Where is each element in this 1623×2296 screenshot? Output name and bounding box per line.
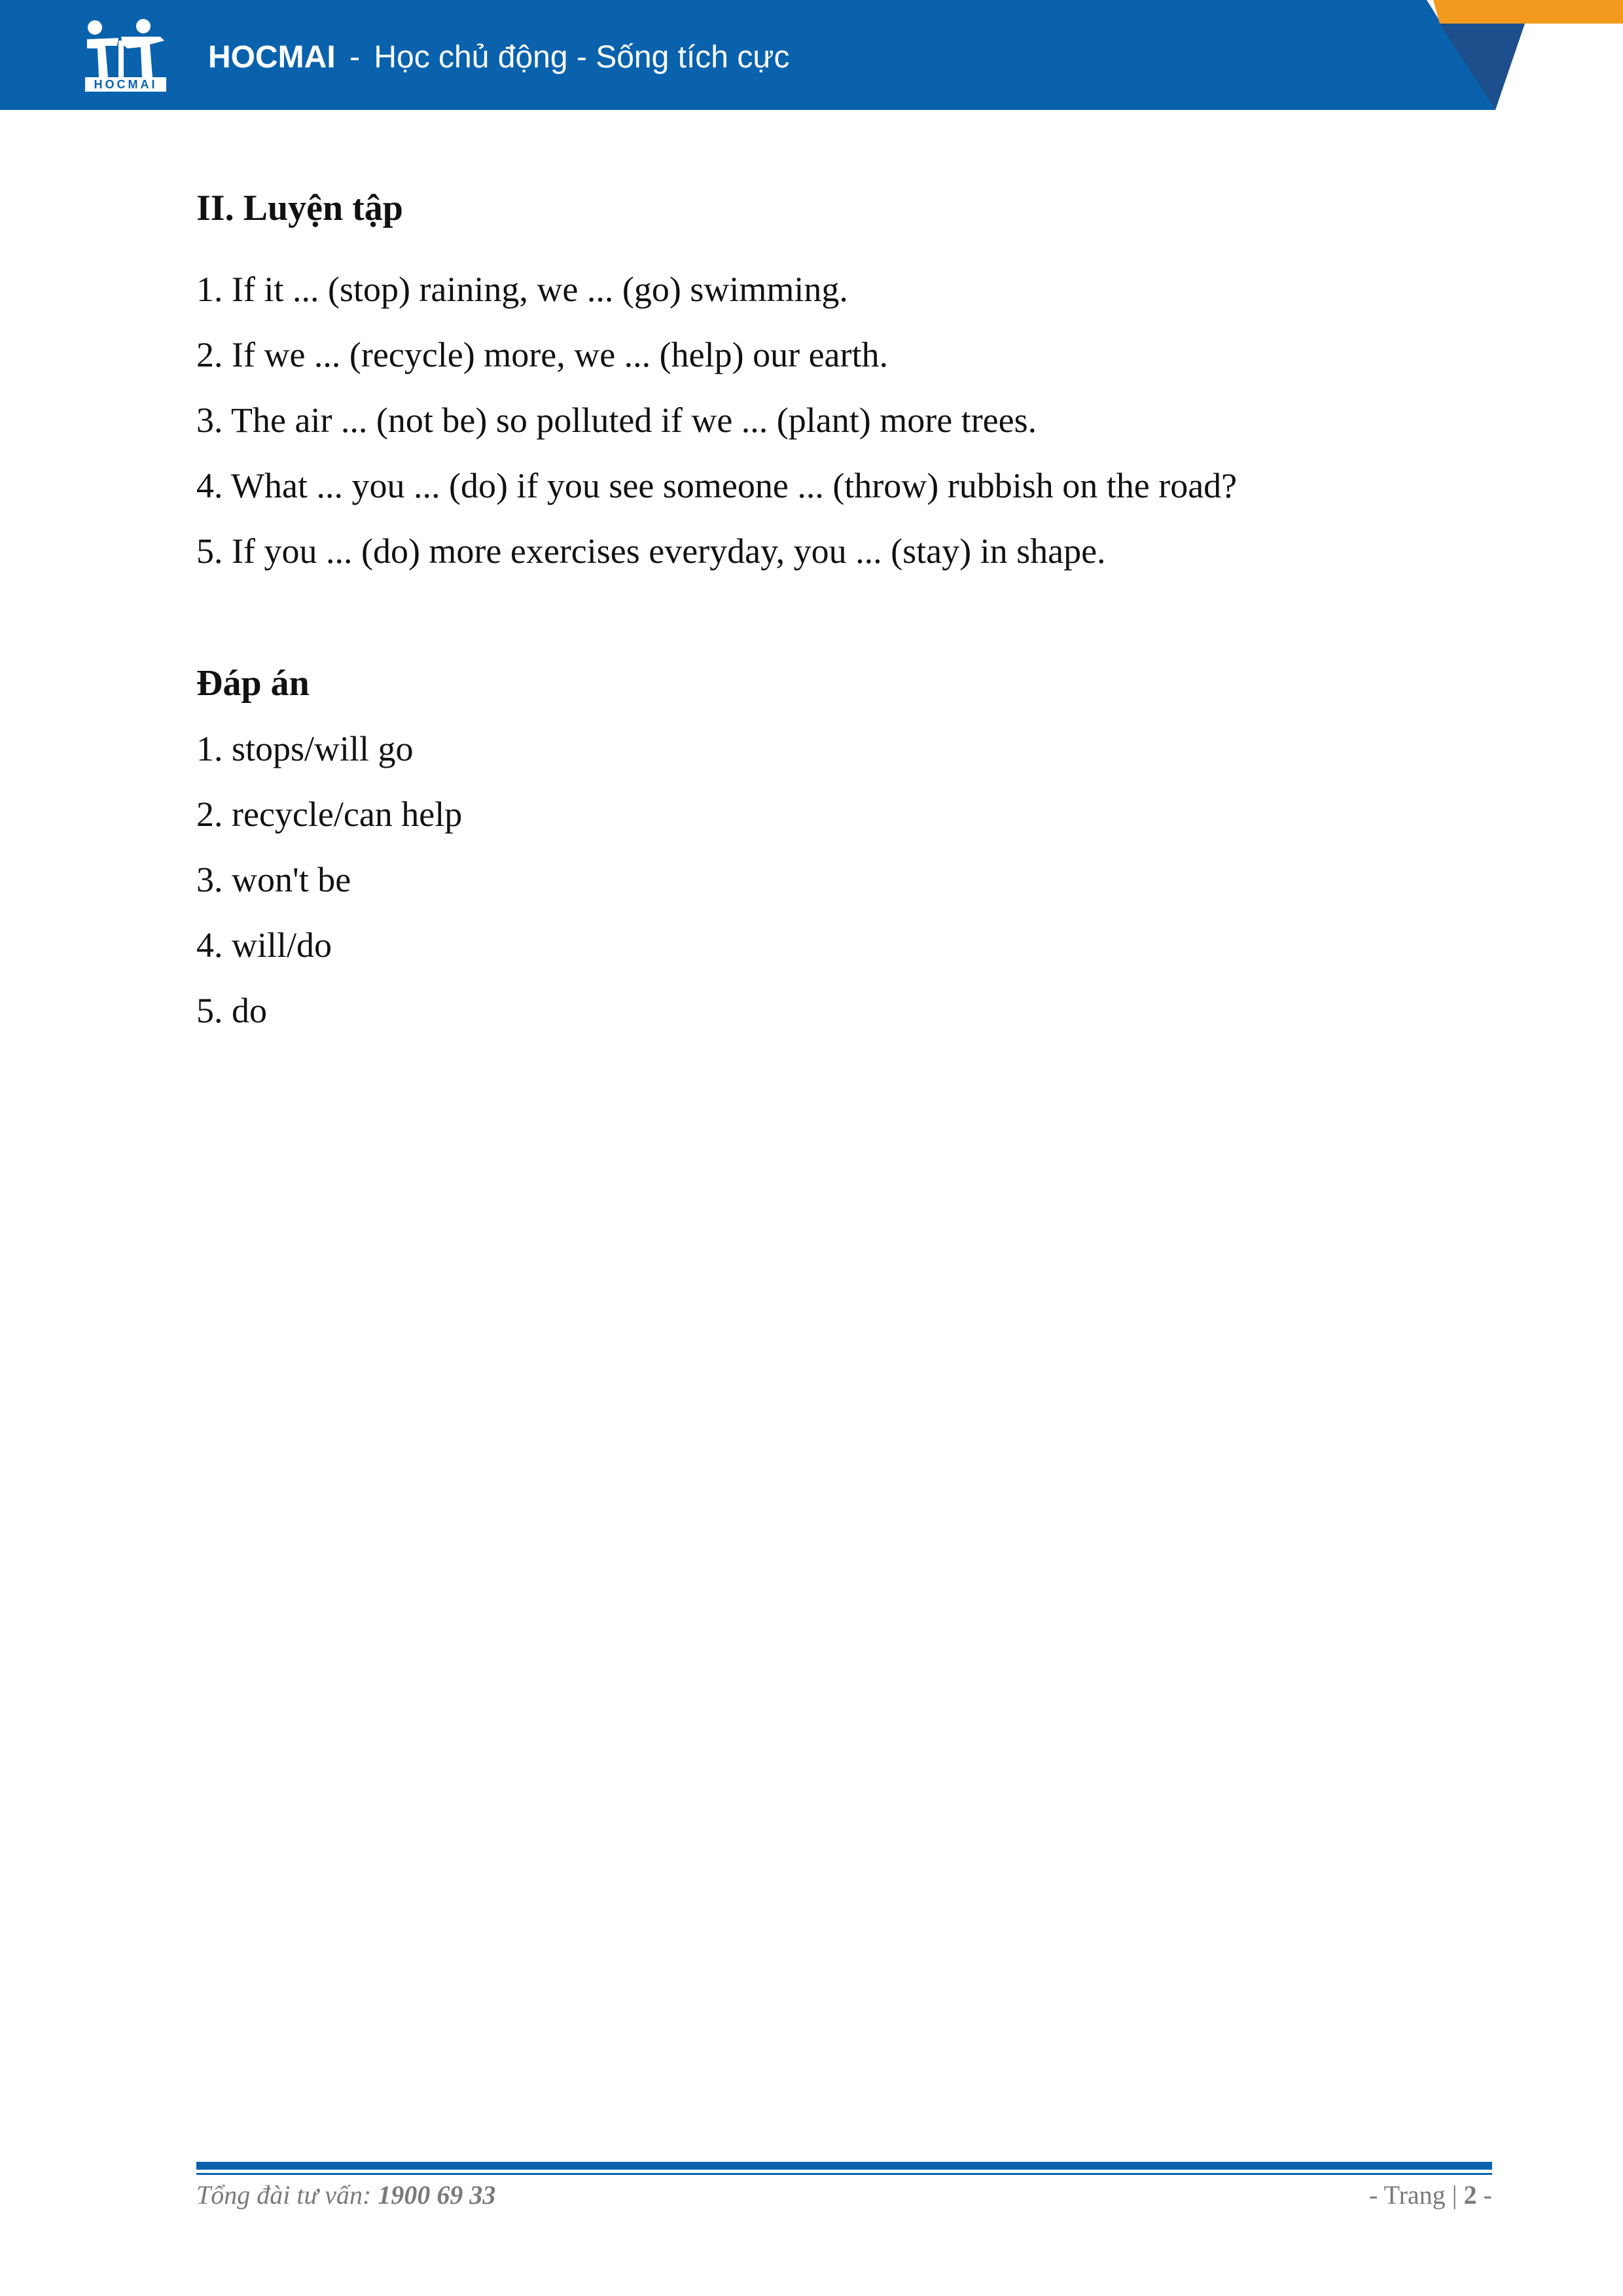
footer-hotline	[196, 2179, 495, 2210]
exercise-item: 4. What ... you ... (do) if you see someone ... (throw) rubbish on the road?	[196, 466, 1238, 505]
exercise-item: 3. The air ... (not be) so polluted if we ... (plant) more trees.	[196, 401, 1037, 440]
answer-item: 5. do	[196, 991, 267, 1030]
page-header	[0, 0, 1623, 110]
header-brand	[208, 38, 789, 77]
footer-divider	[196, 2162, 1492, 2170]
brand-slogan: Học chủ động - Sống tích cực	[374, 40, 790, 75]
page-prefix: - Trang |	[1368, 2180, 1457, 2210]
exercise-item: 1. If it ... (stop) raining, we ... (go) swimming.	[196, 270, 848, 309]
answer-item: 3. won't be	[196, 860, 351, 899]
answers-heading: Đáp án	[196, 663, 310, 704]
page-suffix: -	[1483, 2180, 1492, 2210]
page-number-label	[1369, 2179, 1492, 2210]
answer-item: 1. stops/will go	[196, 729, 414, 768]
page-number: 2	[1463, 2180, 1477, 2210]
exercise-item: 2. If we ... (recycle) more, we ... (help) our earth.	[196, 335, 889, 374]
answer-item: 2. recycle/can help	[196, 795, 463, 834]
hotline-number: 1900 69 33	[378, 2180, 496, 2210]
exercise-item: 5. If you ... (do) more exercises everyday, you ... (stay) in shape.	[196, 531, 1106, 571]
answer-item: 4. will/do	[196, 925, 332, 965]
hotline-label: Tổng đài tư vấn:	[196, 2180, 372, 2210]
logo-wordmark: HOCMAI	[85, 77, 166, 92]
brand-name: HOCMAI	[208, 40, 336, 75]
practice-heading: II. Luyện tập	[196, 188, 403, 228]
footer-divider-thin	[196, 2173, 1492, 2175]
brand-separator: -	[349, 40, 360, 75]
